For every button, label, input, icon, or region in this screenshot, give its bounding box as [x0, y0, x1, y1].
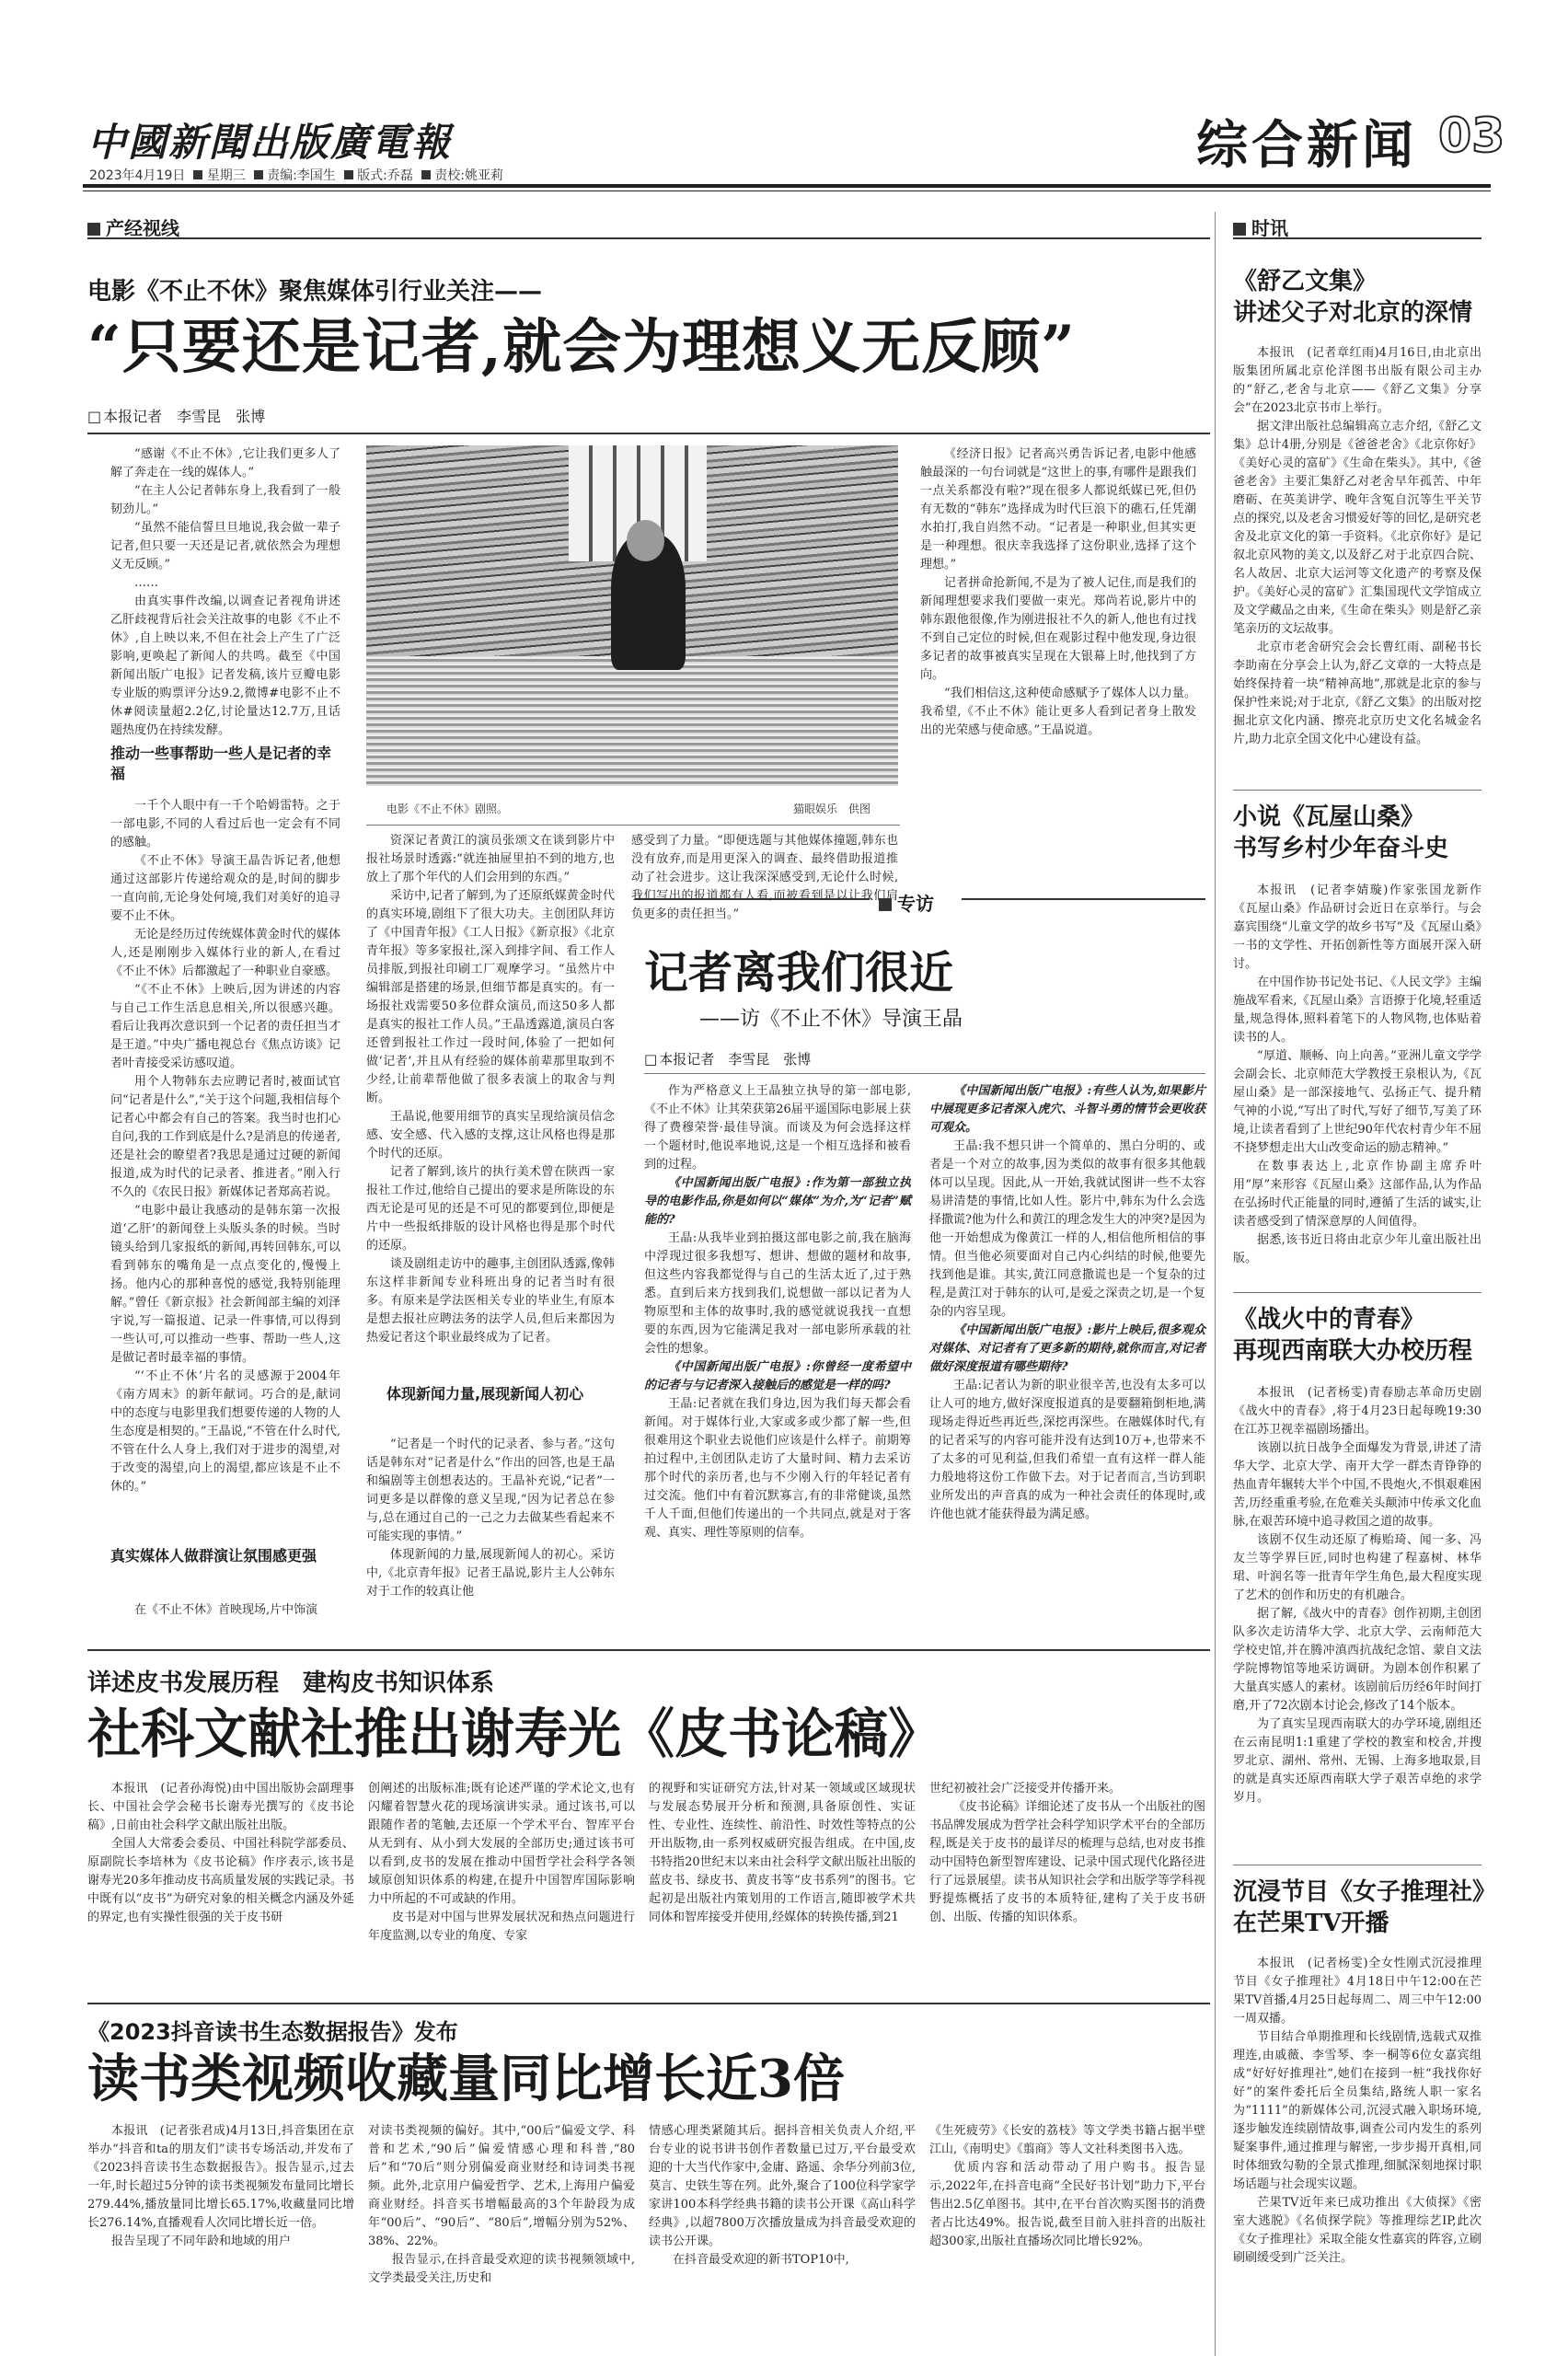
masthead-rule	[83, 184, 1491, 188]
douyin-paragraph: 《生死疲劳》《长安的荔枝》等文学类书籍占据半壁江山,《南明史》《翦商》等人文社科类图书入选。	[929, 2124, 1205, 2156]
side2-paragraph: 据悉,该书近日将由北京少年儿童出版社出版。	[1233, 1233, 1482, 1265]
interview-rule	[635, 898, 870, 900]
interview-subtitle: ——访《不止不休》导演王晶	[699, 1008, 963, 1031]
main-paragraph: 谈及剧组走访中的趣事,主创团队透露,像韩东这样非新闻专业科班出身的记者当时有很多。有原来是学法医相关专业的毕业生,有原本是想去报社应聘法务的法学人员,但后来都因为热爱记者这个职业最终成为了记者。	[366, 1257, 615, 1345]
interview-rule-right	[962, 898, 1205, 900]
main-paragraph: 《经济日报》记者高兴勇告诉记者,电影中他感触最深的一句台词就是“这世上的事,有哪件是跟我们一点关系都没有啦?”现在很多人都说纸媒已死,但仍有无数的“韩东”选择成为时代巨浪下的礁石,任凭潮水拍打,我自岿然不动。“记者是一种职业,但其实更是一种理想。很庆幸我选择了这份职业,选择了这个理想。”	[920, 447, 1196, 572]
main-kicker: 电影《不止不休》聚焦媒体引行业关注——	[87, 278, 543, 306]
interview-question: 《中国新闻出版广电报》:影片上映后,很多观众对媒体、对记者有了更多新的期待,就你而言,对记者做好深度报道有哪些期待?	[929, 1323, 1205, 1374]
story-divider-2	[87, 2003, 1210, 2004]
main-paragraph: “《不止不休》上映后,因为讲述的内容与自己工作生活息息相关,所以很感兴趣。看后让我再次意识到一个记者的责任担当才是王道。”中央广播电视总台《焦点访谈》记者叶青接受采访感叹道。	[110, 983, 340, 1070]
side1-title-1: 《舒乙文集》	[1233, 268, 1378, 295]
side3-title-2: 再现西南联大办校历程	[1233, 1337, 1473, 1365]
proof-credit: 责校:姚亚莉	[434, 168, 503, 183]
column-divider	[1215, 212, 1216, 2356]
pishu-paragraph: 全国人大常委会委员、中国社科院学部委员、原副院长李培林为《皮书论稿》作序表示,该书是谢寿光20多年推动皮书高质量发展的实践记录。书中既有以“皮书”为研究对象的相关概念内涵及外延的界定,也有实操性很强的关于皮书研	[87, 1837, 354, 1924]
side4-paragraph: 节目结合单期推理和长线剧情,选载式双推理连,由戚薇、李雪琴、李一桐等6位女嘉宾组成“好好好推理社”,她们在接到一桩“我找你好好”的案件委托后全员集结,路统人职一家名为“1111”的新媒体公司,沉浸式融入职场环境,逐步触发连续剧情故事,调查公司内发生的系列疑案事件,通过推理与解密,一步步揭开真相,同时体细致勾勒的全景式推理,细腻深刻地探讨职场话题与社会现实议题。	[1233, 2030, 1482, 2191]
pishu-paragraph: 世纪初被社会广泛接受并传播开来。	[929, 1782, 1122, 1796]
main-paragraph: 记者拼命抢新闻,不是为了被人记住,而是我们的新闻理想要求我们要做一束光。郑尚若说,影片中的韩东跟他很像,作为刚进报社不久的新人,他也有过找不到自己定位的时候,但在观影过程中他发现,身边很多记者的故事被真实呈现在大银幕上时,他找到了方向。	[920, 576, 1196, 682]
main-paragraph: 用个人物韩东去应聘记者时,被面试官问“记者是什么”,“关于这个问题,我相信每个记者心中都会有自己的答案。我当时也扪心自问,我的工作到底是什么?是消息的传递者,还是社会的瞭望者?我思是通过过硬的新闻报道,成为时代的记录者、推进者。”刚入行不久的《农民日报》新媒体记者郑高若说。	[110, 1075, 340, 1199]
main-paragraph: 记者了解到,该片的执行美术曾在陕西一家报社工作过,他给自己提出的要求是所陈设的东西无论是可见的还是不可见的都要到位,即便是片中一些报纸排版的设计风格也得是那个时代的还原。	[366, 1165, 615, 1253]
main-byline: □ 本报记者 李雪昆 张博	[87, 405, 265, 426]
side2-title-2: 书写乡村少年奋斗史	[1233, 835, 1449, 862]
pishu-headline: 社科文献社推出谢寿光《皮书论稿》	[87, 1703, 942, 1765]
side1-paragraph: 据文津出版社总编辑高立志介绍,《舒乙文集》总计4册,分别是《爸爸老舍》《北京你好》《美好心灵的富矿》《生命在柴头》。其中,《爸爸老舍》主要汇集舒乙对老舍早年孤苦、中年磨砺、在英美讲学、晚年含冤自沉等生平关节点的探究,以及老舍习惯爱好等的回忆,是研究老舍及北京文化的第一手资料。《北京你好》是记叙北京风物的美文,以及舒乙对于北京四合院、名人故居、北京大运河等文化遗产的考察及保护。《美好心灵的富矿》汇集国现代文学馆成立及文学藏品之由来,《生命在柴头》则是舒乙亲笔亲历的文坛故事。	[1233, 420, 1482, 636]
photo-credit: 猫眼娱乐 供图	[793, 803, 871, 815]
pishu-paragraph: 《皮书论稿》详细论述了皮书从一个出版社的图书品牌发展成为哲学社会科学知识学术平台的全部历程,既是关于皮书的最详尽的梳理与总结,也对皮书推动中国特色新型智库建设、记录中国式现代化路径进行了远景展望。读书从知识社会学和出版学等学科视野提炼概括了皮书的本质特征,建构了关于皮书研创、出版、传播的知识体系。	[929, 1800, 1205, 1924]
side3-paragraph: 本报讯 (记者杨雯)青春励志革命历史剧《战火中的青春》,将于4月23日起每晚19:30在江苏卫视幸福剧场播出。	[1233, 1386, 1482, 1437]
issue-date: 2023年4月19日	[89, 168, 186, 183]
douyin-paragraph: 本报讯 (记者张君成)4月13日,抖音集团在京举办“抖音和ta的朋友们”读书专场活动,并发布了《2023抖音读书生态数据报告》。报告显示,过去一年,时长超过5分钟的读书类视频发布量同比增长279.44%,播放量同比增长65.17%,收藏量同比增长276.14%,直播观看人次同比增长近一倍。	[87, 2124, 354, 2230]
page-number: 03	[1438, 109, 1505, 164]
interview-question: 《中国新闻出版广电报》:有些人认为,如果影片中展现更多记者深入虎穴、斗智斗勇的情节会更收获可观众。	[929, 1084, 1205, 1135]
main-paragraph: “感谢《不止不休》,它让我们更多人了解了奔走在一线的媒体人。”	[110, 447, 340, 479]
side1-title-2: 讲述父子对北京的深情	[1233, 299, 1473, 327]
photo-rule	[366, 825, 900, 826]
side4-paragraph: 芒果TV近年来已成功推出《大侦探》《密室大逃脱》《名侦探学院》等推理综艺IP,此次《女子推理社》采取全能女性嘉宾的阵容,立刷刷刷缓受到广泛关注。	[1233, 2196, 1482, 2265]
douyin-paragraph: 在抖音最受欢迎的新书TOP10中,	[673, 2253, 849, 2267]
interview-question: 《中国新闻出版广电报》:作为第一部独立执导的电影作品,你是如何以“媒体”为介,为“记者”赋能的?	[644, 1176, 911, 1227]
main-subhead-2: 真实媒体人做群演让氛围感更强	[110, 1547, 317, 1565]
interview-paragraph: 作为严格意义上王晶独立执导的第一部电影,《不止不休》让其荣获第26届平遥国际电影展上获得了费穆荣誉·最佳导演。而谈及为何会选择这样一个题材时,他说率地说,这是一个相互选择和被看到的过程。	[644, 1084, 911, 1172]
main-subhead-1: 推动一些事帮助一些人是记者的幸福	[110, 745, 332, 782]
interview-byline: □ 本报记者 李雪昆 张博	[644, 1049, 811, 1068]
douyin-paragraph: 报告显示,在抖音最受欢迎的读书视频领域中,文学类最受关注,历史和	[368, 2253, 635, 2285]
side2-body	[1233, 882, 1482, 1288]
main-paragraph: 在《不止不休》首映现场,片中饰演	[134, 1603, 318, 1617]
side1-paragraph: 北京市老舍研究会会长曹红雨、副秘书长李助南在分享会上认为,舒乙文章的一大特点是始终保持着一块“精神高地”,那就是北京的参与保护性来说;对于北京,《舒乙文集》的出版对挖掘北京文化内涵、擦亮北京历史文化名城金名片,助力北京全国文化中心建设有益。	[1233, 641, 1482, 746]
main-col1a	[110, 445, 340, 737]
main-paragraph: “‘不止不休’片名的灵感源于2004年《南方周末》的新年献词。巧合的是,献词中的态度与电影里我们想要传递的人物的人生态度是相契的。”王晶说,“不管在什么时代,不管在什么人身上,我们对于进步的渴望,对于改变的渴望,向上的渴望,都应该是不止不休的。”	[110, 1369, 340, 1494]
main-paragraph: “虽然不能信誓旦旦地说,我会做一辈子记者,但只要一天还是记者,就依然会为理想义无反顾。”	[110, 521, 340, 572]
main-paragraph: “在主人公记者韩东身上,我看到了一般韧劲儿。”	[110, 484, 340, 516]
pishu-paragraph: 本报讯 (记者孙海悦)由中国出版协会副理事长、中国社会学会秘书长谢寿光撰写的《皮书论稿》,日前由社会科学文献出版社出版。	[87, 1782, 354, 1832]
main-headline: “只要还是记者,就会为理想义无反顾”	[87, 313, 1076, 382]
douyin-col4	[929, 2122, 1205, 2343]
main-paragraph: 感受到了力量。“即便选题与其他媒体撞题,韩东也没有放弃,而是用更深入的调查、最终借助报道推动了社会进步。这让我深深感受到,无论什么时候,我们写出的报道都有人看,而被看到是以让我们肩负更多的责任担当。”	[631, 834, 898, 921]
side3-paragraph: 该剧以抗日战争全面爆发为背景,讲述了清华大学、北京大学、南开大学一群杰青铮铮的热血青年辗转大半个中国,不畏炮火,不惧艰难困苦,历经重重考验,在危难关头颠沛中传承文化血脉,在艰苦环境中追寻救国之道的故事。	[1233, 1441, 1482, 1529]
main-paragraph: 《不止不休》导演王晶告诉记者,他想通过这部影片传递给观众的是,时间的脚步一直向前,无论身处何境,我们对美好的追寻要不止不休。	[110, 854, 340, 923]
main-paragraph: ……	[134, 576, 158, 590]
douyin-paragraph: 情感心理类紧随其后。据抖音相关负责人介绍,平台专业的说书讲书创作者数量已过万,平台最受欢迎的十大当代作家中,金庸、路遥、余华分列前3位,莫言、史铁生等在列。此外,聚合了100位科学家学家讲100本科学经典书籍的读书公开课《高山科学经典》,以超7800万次播放量成为抖音最受欢迎的读书公开课。	[649, 2124, 916, 2248]
side3-title-1: 《战火中的青春》	[1233, 1306, 1425, 1334]
main-col1c	[110, 1601, 340, 1622]
side4-title-1: 沉浸节目《女子推理社》	[1233, 1878, 1497, 1906]
side2-paragraph: “厚道、顺畅、向上向善。”亚洲儿童文学学会副会长、北京师范大学教授王泉根认为,《瓦屋山桑》是一部深接地气、弘扬正气、提升精气神的小说,“写出了时代,写好了细节,写美了环境,让读者看到了上世纪90年代农村青少年不屈不挠梦想走出大山改变命运的励志精神。”	[1233, 1049, 1482, 1155]
main-col2	[366, 832, 615, 1366]
issue-weekday: 星期三	[206, 168, 246, 183]
editor-credit: 责编:李国生	[267, 168, 336, 183]
paper-name: 中國新聞出版廣電報	[87, 120, 453, 165]
pishu-col4	[929, 1780, 1205, 1992]
interview-col2	[929, 1082, 1205, 1634]
side3-body	[1233, 1384, 1482, 1900]
interview-question: 《中国新闻出版广电报》:你曾经一度希望中的记者与与记者深入接触后的感觉是一样的吗?	[644, 1360, 911, 1392]
side2-paragraph: 本报讯 (记者李婧璇)作家张国龙新作《瓦屋山桑》作品研讨会近日在京举行。与会嘉宾围绕“儿童文学的故乡书写”及《瓦屋山桑》一书的文学性、开拓创新性等方面展开深入研讨。	[1233, 883, 1482, 971]
film-still-photo	[366, 445, 898, 786]
main-byline-rule	[87, 433, 1210, 434]
douyin-col1	[87, 2122, 354, 2343]
interview-label: 专访	[879, 889, 934, 916]
side3-paragraph: 该剧不仅生动还原了梅贻琦、闻一多、冯友兰等学界巨匠,同时也构建了程嘉树、林华珺、叶润名等一批青年学生角色,最大程度实现了艺术的创作和历史的有机融合。	[1233, 1533, 1482, 1602]
section-label-right: 时讯	[1233, 214, 1288, 240]
side4-title-2: 在芒果TV开播	[1233, 1910, 1389, 1937]
main-col4	[920, 445, 1196, 878]
main-paragraph: 一千个人眼中有一千个哈姆雷特。之于一部电影,不同的人看过后也一定会有不同的感触。	[110, 799, 340, 849]
interview-paragraph: 王晶:记者认为新的职业很辛苦,也没有太多可以让人可的地方,做好深度报道真的是要翻箱倒柜地,满现场走得近些再近些,深挖再深些。在融媒体时代,有的记者采写的内容可能并没有达到10万+,也带来不了太多的可见利益,但我们希望一直有这样一群人能力般地将这份工作做下去。对于记者而言,当访到职业所发出的声音真的成为一种社会责任的体现时,或许他也就才能获得最为满足感。	[929, 1379, 1205, 1521]
douyin-headline: 读书类视频收藏量同比增长近3倍	[87, 2049, 845, 2109]
interview-paragraph: 王晶:从我毕业到拍摄这部电影之前,我在脑海中浮现过很多我想写、想讲、想做的题材和故事,但这些内容我都觉得与自己的生活太近了,过于熟悉。直到后来方找到我们,说想做一部以记者为人物原型和主体的故事时,我的感觉就说我找一直想要的东西,因为它能满足我对一部电影所承载的社会性的想象。	[644, 1231, 911, 1356]
main-col2b	[366, 1436, 615, 1638]
side1-body	[1233, 344, 1482, 784]
side2-paragraph: 在数事表达上,北京作协副主席乔叶用“厚”来形容《瓦屋山桑》这部作品,认为作品在弘扬时代正能量的同时,遵循了生活的诚实,让读者感受到了情深意厚的人间值得。	[1233, 1160, 1482, 1229]
douyin-paragraph: 报告呈现了不同年龄和地域的用户	[111, 2235, 292, 2248]
main-col3	[631, 832, 898, 921]
interview-title: 记者离我们很近	[644, 947, 954, 999]
section-name: 综合新闻	[1196, 116, 1417, 176]
side2-paragraph: 在中国作协书记处书记、《人民文学》主编施战军看来,《瓦屋山桑》言语撩于化境,轻重适量,规急得体,照料着笔下的人物风物,也体贴着读书的人。	[1233, 976, 1482, 1045]
section-rule-right	[1233, 237, 1482, 239]
issue-info	[89, 166, 503, 184]
masthead	[87, 109, 1505, 214]
pishu-paragraph: 皮书是对中国与世界发展状况和热点问题进行年度监测,以专业的角度、专家	[368, 1911, 635, 1943]
section-rule-left	[87, 237, 1210, 239]
main-col1b	[110, 797, 340, 1542]
section-label-left: 产经视线	[87, 214, 179, 240]
side3-paragraph: 为了真实呈现西南联大的办学环境,剧组还在云南昆明1:1重建了学校的教室和校舍,并搜罗北京、湖州、常州、无锡、上海多地取景,目的就是真实还原西南联大学子艰苦卓绝的求学岁月。	[1233, 1717, 1482, 1805]
main-paragraph: 体现新闻的力量,展现新闻人的初心。采访中,《北京青年报》记者王晶说,影片主人公韩东对于工作的较真让他	[366, 1548, 615, 1599]
side4-paragraph: 本报讯 (记者杨雯)全女性刚式沉浸推理节目《女子推理社》4月18日中午12:00在芒果TV首播,4月25日起每周二、周三中午12:00一周双播。	[1233, 1957, 1482, 2026]
pishu-kicker: 详述皮书发展历程 建构皮书知识体系	[87, 1669, 495, 1697]
main-paragraph: “电影中最让我感动的是韩东第一次报道‘乙肝’的新闻登上头版头条的时候。当时镜头给到几家报纸的新闻,再转回韩东,可以看到韩东的嘴角是一点点变化的,慢慢上扬。他内心的那种喜悦的感觉,我特别能理解。”曾任《新京报》社会新闻部主编的刘泽宇说,写一篇报道、记录一件事情,可以得到一些认可,可以推动一些事、帮助一些人,这是做记者时最幸福的事情。	[110, 1204, 340, 1365]
photo-caption: 电影《不止不休》剧照。	[386, 803, 509, 815]
pishu-paragraph: 的视野和实证研究方法,针对某一领域或区域现状与发展态势展开分析和预测,具备原创性、实证性、专业性、连续性、前沿性、时效性等特点的公开出版物,由一系列权威研究报告组成。在中国,皮书特指20世纪末以来由社会科学文献出版社出版的蓝皮书、绿皮书、黄皮书等“皮书系列”的图书。它起初是出版社内策划用的工作语言,随即被学术共同体和智库接受并使用,经媒体的转换传播,到21	[649, 1782, 916, 1924]
douyin-kicker: 《2023抖音读书生态数据报告》发布	[87, 2019, 458, 2045]
douyin-col2	[368, 2122, 635, 2343]
main-paragraph: 无论是经历过传统媒体黄金时代的媒体人,还是刚刚步入媒体行业的新人,在看过《不止不休》后都激起了一种职业自豪感。	[110, 928, 340, 978]
main-subhead-3: 体现新闻力量,展现新闻人初心	[386, 1385, 584, 1403]
pishu-col1	[87, 1780, 354, 1992]
side2-title-1: 小说《瓦屋山桑》	[1233, 803, 1425, 831]
side4-body	[1233, 1955, 1482, 2341]
side-divider-1	[1233, 790, 1482, 791]
main-paragraph: 资深记者黄江的演员张颂文在谈到影片中报社场景时透露:“就连抽屉里拍不到的地方,也放上了那个年代的人们会用到的东西。”	[366, 834, 615, 884]
interview-byline-rule	[644, 1073, 1205, 1074]
story-divider-1	[87, 1649, 1210, 1651]
pishu-col2	[368, 1780, 635, 1992]
side3-paragraph: 据了解,《战火中的青春》创作初期,主创团队多次走访清华大学、北京大学、云南师范大学校史馆,并在腾冲滇西抗战纪念馆、蒙自文法学院博物馆等地采访调研。为剧本创作积累了大量真实感人的素材。该剧前后历经6年时间打磨,开了72次剧本讨论会,修改了14个版本。	[1233, 1607, 1482, 1713]
interview-col1	[644, 1082, 911, 1634]
douyin-paragraph: 对读书类视频的偏好。其中,“00后”偏爱文学、科普和艺术,“90后”偏爱情感心理和科普,“80后”和“70后”则分别偏爱商业财经和诗词类书视频。此外,北京用户偏爱哲学、艺术,上海用户偏爱商业财经。抖音买书增幅最高的3个年龄段为成年“00后”、“90后”、“80后”,增幅分别为52%、38%、22%。	[368, 2124, 635, 2248]
main-paragraph: 采访中,记者了解到,为了还原纸媒黄金时代的真实环境,剧组下了很大功夫。主创团队拜访了《中国青年报》《工人日报》《新京报》《北京青年报》等多家报社,深入到排字间、看工作人员排版,到报社印刷工厂观摩学习。“虽然片中编辑部是搭建的场景,但细节都是真实的。有一场报社戏需要50多位群众演员,而这50多人都是真实的报社工作人员。”王晶透露道,演员白客还曾到报社工作过一段时间,体验了一把如何做‘记者’,并且从有经验的媒体前辈那里取到不少经,让前辈帮他做了很多表演上的取舍与判断。	[366, 889, 615, 1105]
side-divider-2	[1233, 1292, 1482, 1293]
layout-credit: 版式:乔磊	[357, 168, 413, 183]
douyin-paragraph: 优质内容和活动带动了用户购书。报告显示,2022年,在抖音电商“全民好书计划”助力下,平台售出2.5亿单图书。其中,在平台首次购买图书的消费者占比达49%。报告说,截至目前入驻抖音的出版社超300家,出版社直播场次同比增长92%。	[929, 2161, 1205, 2248]
main-paragraph: “我们相信这,这种使命感赋予了媒体人以力量。我希望,《不止不休》能让更多人看到记者身上散发出的光荣感与使命感。”王晶说道。	[920, 687, 1196, 737]
main-paragraph: 王晶说,他要用细节的真实呈现给演员信念感、安全感、代入感的支撑,这让风格也得是那个时代的还原。	[366, 1110, 615, 1161]
side1-paragraph: 本报讯 (记者章红雨)4月16日,由北京出版集团所属北京伦洋图书出版有限公司主办的“舒乙,老舍与北京——《舒乙文集》分享会”在2023北京书市上举行。	[1233, 346, 1482, 415]
pishu-paragraph: 创阐述的出版标准;既有论述严谨的学术论文,也有闪耀着智慧火花的现场演讲实录。通过该书,可以跟随作者的笔触,去还原一个学术平台、智库平台从无到有、从小到大发展的全部历史;通过该书可以看到,皮书的发展在推动中国哲学社会科学各领域原创知识体系的构建,在提升中国智库国际影响力中所起的不可或缺的作用。	[368, 1782, 635, 1906]
interview-paragraph: 王晶:记者就在我们身边,因为我们每天都会看新闻。对于媒体行业,大家或多或少都了解一些,但很难用这个职业去说他们应该是什么样子。前期筹拍过程中,主创团队走访了大量时间、精力去采访那个时代的亲历者,也与不少刚入行的年轻记者有过交流。他们中有着沉默寡言,有的非常健谈,虽然千人千面,但他们传递出的一个共同点,就是对于客观、真实、理性等原则的信奉。	[644, 1397, 911, 1540]
interview-paragraph: 王晶:我不想只讲一个简单的、黑白分明的、或者是一个对立的故事,因为类似的故事有很多其他载体可以呈现。因此,从一开始,我就试图讲一些不太容易讲清楚的事情,比如人性。影片中,韩东为什么会选择撒谎?他为什么和黄江的理念发生大的冲突?是因为他一开始想成为像黄江一样的人,相信他所相信的事情。但当他必须要面对自己内心纠结的时候,他要先找到他是谁。其实,黄江同意撒谎也是一个复杂的过程,是黄江对于韩东的认可,是爱之深责之切,是一个复杂的内容呈现。	[929, 1139, 1205, 1319]
main-paragraph: 由真实事件改编,以调查记者视角讲述乙肝歧视背后社会关注故事的电影《不止不休》,自上映以来,不但在社会上产生了广泛影响,更唤起了新闻人的共鸣。截至《中国新闻出版广电报》记者发稿,该片豆瓣电影专业版的购票评分达9.2,微博#电影不止不休#阅读量超2.2亿,讨论量达12.7万,且话题热度仍在持续发酵。	[110, 595, 340, 737]
douyin-col3	[649, 2122, 916, 2343]
pishu-col3	[649, 1780, 916, 1992]
main-paragraph: “记者是一个时代的记录者、参与者。”这句话是韩东对“记者是什么”作出的回答,也是王晶和编剧等主创想表达的。王晶补充说,“记者”一词更多是以群像的意义呈现,“因为记者总在参与,总在通过自己的一己之力去做某些看起来不可能实现的事情。”	[366, 1438, 615, 1543]
